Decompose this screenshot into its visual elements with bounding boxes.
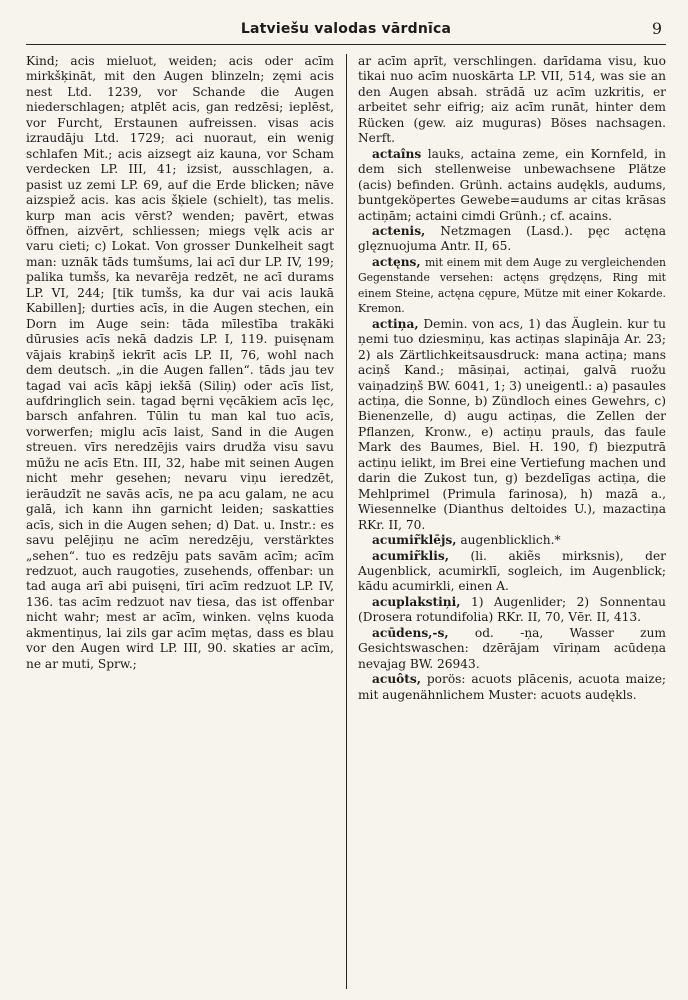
right-column [358, 54, 666, 989]
entry-continuation [26, 54, 334, 672]
dictionary-entry [358, 224, 666, 255]
dictionary-entry [358, 672, 666, 703]
dictionary-entry [358, 255, 666, 317]
text-columns [26, 54, 666, 989]
entry-text: Kind; acis mieluot, weiden; acis oder acīm mirkšķināt, mit den Augen blinzeln; zęmi acis nest Ltd. 1239, vor Schande die Augen niederschlagen; atplēt acis, gan redzēsi; ieplēst, vor Furcht, Erstaunen aufreissen. visas acis izraudāju Ltd. 1729; aci nuoraut, ein wenig schlafen Mit.; acis aizsegt aiz kauna, vor Scham verdecken LP. III, 41; izsist, ausschlagen, a. pasist uz zemi LP. 69, auf die Erde blicken; nāve aizspiež acis. kas acis šķiele (schielt), tas melis. kurp man acis vērst? wenden; pavērt, etwas öffnen, aizvērt, schliessen; miegs vęlk acis ar varu cieti; c) Lokat. Von grosser Dunkelheit sagt man: uznāk tāds tumšums, lai acī dur LP. IV, 199; palika tumšs, ka nevarēja redzēt, ne acī durams LP. VI, 244; [tik tumšs, ka dur vai acis laukā Kabillen]; durties acīs, in die Augen stechen, ein Dorn im Auge sein: tāda mīlestība trakāki dūrusies acīs nekā dadzis LP. I, 119. puisęnam vājais krabiņš iekrīt acīs LP. II, 76, wohl nach dem deutsch. „in die Augen fallen“. tāds jau tev tagad vai acīs kāpj iekšā (Siliņ) oder acīs līst, aufdringlich sein. tagad bęrni vęcākiem acīs lęc, barsch anfahren. Tūlin tu man kal tuo acīs, vorwerfen; miglu acīs laist, Sand in die Augen streuen. vīrs neredzējis vairs drudža visu savu mūžu ne acīs Etn. III, 32, habe mit seinen Augen nicht mehr gesehen; nevaru viņu ieredzēt, ierāudzīt ne savās acīs, ne pa acu galam, ne acu galā, ich kann ihn garnicht leiden; saskatties acīs, sich in die Augen sehen; d) Dat. u. Instr.: es savu pelējiņu ne acīm neredzēju, verstärktes „sehen“. tuo es redzēju pats savām acīm; acīm redzuot, auch raugoties, zusehends, offenbar: un tad auga arī abi puisęni, tīri acīm redzuot LP. IV, 136. tas acīm redzuot nav tiesa, das ist offenbar nicht wahr; mest ar acīm, winken. vęlns kuoda akmentiņus, lai zils gar acīm mętas, dass es blau vor den Augen wird LP. III, 90. skaties ar acīm, ne ar muti, Sprw.; [26, 54, 334, 671]
dictionary-entry [358, 595, 666, 626]
running-title: Latviešu valodas vārdnīca [240, 21, 452, 37]
headword: actiņa, [372, 316, 419, 331]
entry-continuation [358, 54, 666, 147]
dictionary-entry [358, 317, 666, 533]
column-divider [346, 54, 347, 989]
headword: actenis, [372, 223, 426, 238]
entry-text: Demin. von acs, 1) das Äuglein. kur tu ņemi tuo dziesmiņu, kas actiņas slapināja Ar. 23; 2) als Zärtlichkeitsausdruck: mana actiņa; mans aciņš Kand.; māsiņai, actiņai, galvā ruožu vaiņadziņš BW. 6041, 1; 3) uneigentl.: a) pasaules actiņa, die Sonne, b) Zündloch eines Gewehrs, c) Bienenzelle, d) augu actiņas, die Zellen der Pflanzen, Kronw., e) actiņu prauls, das faule Mark des Baumes, Biel. H. 190, f) biezputrā actiņu ielikt, im Brei eine Vertiefung machen und darin die Zukost tun, g) bezdelīgas actiņa, die Mehlprimel (Primula farinosa), h) mazā a., Wiesennelke (Dianthus deltoides U.), mazactiņa RKr. II, 70. [358, 316, 666, 532]
dictionary-entry [358, 147, 666, 224]
entry-text: porös: acuots plācenis, acuota maize; mit augenähnlichem Muster: acuots audękls. [358, 672, 666, 702]
entry-text: Netzmagen (Lasd.). pęc actęna glęznuojuma Antr. II, 65. [358, 223, 666, 254]
entry-text: augenblicklich.* [460, 533, 561, 548]
entry-text: ar acīm aprīt, verschlingen. darīdama visu, kuo tikai nuo acīm nuoskārta LP. VII, 514, was sie an den Augen absah. strādā uz acīm uzkritis, er arbeitet sehr eifrig; aiz acīm runāt, hinter dem Rücken (gew. aiz muguras) Böses nachsagen. Nerft. [358, 54, 666, 146]
dictionary-entry [358, 533, 666, 548]
entry-text: od. -ņa, Wasser zum Gesichtswaschen: dzērājam vīriņam acūdeņa nevajag BW. 26943. [358, 625, 666, 671]
headword: acumir̃klējs, [372, 533, 457, 548]
dictionary-entry [358, 549, 666, 595]
entry-text: mit einem mit dem Auge zu vergleichenden Gegenstande versehen: actęns grędzęns, Ring mit einem Steine, actęna cępure, Mütze mit einer Kokarde. Kremon. [358, 255, 666, 316]
entry-text: 1) Augenlider; 2) Sonnentau (Drosera rotundifolia) RKr. II, 70, Vēr. II, 413. [358, 594, 666, 625]
entry-text: lauks, actaina zeme, ein Kornfeld, in dem sich stellenweise unbewachsene Plätze (acis) befinden. Grünh. actains audękls, audums, buntgeköpertes Gewebe=audums ar citas krāsas actiņām; actaini cimdi Grünh.; cf. acains. [358, 146, 666, 223]
headword: acuôts, [372, 672, 422, 687]
headword: acūdens,-s, [372, 625, 449, 640]
entry-text: (li. akiẽs mirksnis), der Augenblick, acumirklī, sogleich, im Augenblick; kādu acumirkli, einen A. [358, 548, 666, 594]
headword: actęns, [372, 254, 421, 269]
headword: acumir̃klis, [372, 548, 449, 563]
headword: actaîns [372, 146, 422, 161]
left-column [26, 54, 334, 989]
page-header [26, 18, 666, 45]
headword: acuplakstiņi, [372, 594, 461, 609]
dictionary-entry [358, 626, 666, 672]
page-number: 9 [651, 19, 662, 38]
